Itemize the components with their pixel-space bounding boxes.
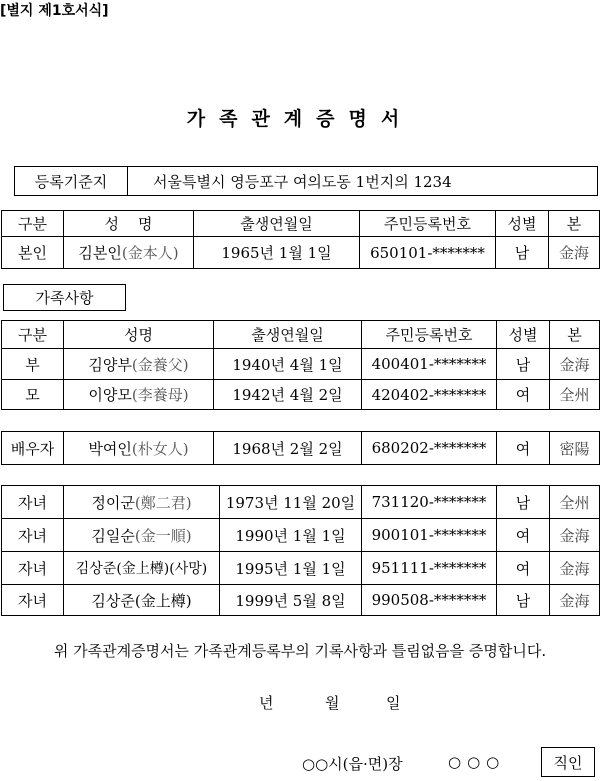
rrn-cell: 420402-******* [362,380,497,410]
name-hangul: 김상준 [75,561,117,577]
name-hangul: 김본인 [78,244,122,262]
birth-cell: 1999년 5월 8일 [220,585,362,616]
rrn-cell: 900101-******* [362,519,497,552]
table-row [2,349,600,380]
header-division: 구분 [2,211,64,237]
birth-cell: 1940년 4월 1일 [214,349,362,380]
rrn-cell: 650101-******* [360,237,496,269]
table-row [2,237,600,269]
division-cell: 모 [2,380,64,410]
division-cell: 자녀 [2,519,64,552]
registration-label: 등록기준지 [15,167,128,195]
family-section-label: 가족사항 [3,284,126,311]
name-hanja: (金上樽) [134,591,192,610]
header-rrn: 주민등록번호 [360,211,496,237]
header-origin: 본 [549,211,600,237]
sex-cell: 여 [497,519,550,552]
name-hangul: 김상준 [91,591,135,610]
deceased-note: (사망) [169,561,208,577]
division-cell: 배우자 [2,432,64,465]
header-rrn: 주민등록번호 [362,321,497,349]
name-hanja: (金本人) [121,244,179,262]
header-name: 성명 [64,321,214,349]
sex-cell: 남 [497,349,550,380]
table-row [2,486,600,519]
rrn-cell: 680202-******* [362,432,497,465]
rrn-cell: 951111-******* [362,552,497,585]
birth-cell: 1973년 11월 20일 [220,486,362,519]
origin-cell: 密陽 [550,432,600,465]
table-row [2,585,600,616]
self-header-row [2,211,600,237]
name-cell [64,237,194,269]
name-hanja: (金養父) [131,355,189,374]
name-hangul: 정이군 [91,493,135,512]
name-hangul: 김일순 [91,526,135,545]
origin-cell: 全州 [550,380,600,410]
name-cell [64,486,220,519]
name-hanja: (鄭二君) [134,493,192,512]
sex-cell: 여 [497,380,550,410]
issuer-office: ○○시(읍·면)장 [302,755,403,773]
name-cell [64,349,214,380]
rrn-cell: 731120-******* [362,486,497,519]
document-title: 가족관계증명서 [186,108,414,130]
origin-cell: 金海 [550,552,600,585]
name-cell [64,552,220,585]
name-cell [64,519,220,552]
sex-cell: 여 [497,552,550,585]
origin-cell: 金海 [550,519,600,552]
table-row [2,432,600,465]
registration-value: 서울특별시 영등포구 여의도동 1번지의 1234 [153,172,452,191]
name-hangul: 김양부 [88,355,132,374]
rrn-cell: 400401-******* [362,349,497,380]
name-hanja: (朴女人) [131,439,189,458]
header-sex: 성별 [496,211,549,237]
birth-cell: 1965년 1월 1일 [194,237,360,269]
parents-table [1,320,600,410]
sex-cell: 남 [497,486,550,519]
sex-cell: 여 [497,432,550,465]
name-hanja: (金一順) [134,526,192,545]
division-cell: 자녀 [2,552,64,585]
certification-statement: 위 가족관계증명서는 가족관계등록부의 기록사항과 틀림없음을 증명합니다. [53,642,547,660]
name-cell [64,585,220,616]
name-hangul: 이양모 [88,386,132,404]
form-label: [별지 제1호서식] [0,3,109,19]
sex-cell: 남 [496,237,549,269]
header-origin: 본 [550,321,600,349]
header-birth: 출생연월일 [214,321,362,349]
name-cell [64,380,214,410]
date-year: 년 [259,694,274,712]
origin-cell: 全州 [550,486,600,519]
table-row [2,380,600,410]
spouse-table [1,431,600,465]
header-birth: 출생연월일 [194,211,360,237]
header-name: 성 명 [64,211,194,237]
division-cell: 자녀 [2,486,64,519]
division-cell: 자녀 [2,585,64,616]
division-cell: 부 [2,349,64,380]
header-division: 구분 [2,321,64,349]
birth-cell: 1968년 2월 2일 [214,432,362,465]
registration-box [14,166,598,196]
header-sex: 성별 [497,321,550,349]
table-row [2,519,600,552]
table-row [2,552,600,585]
origin-cell: 金海 [550,585,600,616]
birth-cell: 1995년 1월 1일 [220,552,362,585]
name-hangul: 박여인 [88,439,132,458]
name-cell [64,432,214,465]
birth-cell: 1942년 4월 2일 [214,380,362,410]
official-seal: 직인 [541,747,595,777]
division-cell: 본인 [2,237,64,269]
birth-cell: 1990년 1월 1일 [220,519,362,552]
rrn-cell: 990508-******* [362,585,497,616]
sex-cell: 남 [497,585,550,616]
origin-cell: 金海 [549,237,600,269]
name-hanja: (金上樽) [116,561,170,577]
self-table [1,210,600,269]
origin-cell: 金海 [550,349,600,380]
name-hanja: (李養母) [131,386,189,404]
issuer-name: ○○○ [448,753,506,771]
date-month: 월 [325,694,340,712]
parents-header-row [2,321,600,349]
date-day: 일 [386,694,401,712]
children-table [1,485,600,616]
